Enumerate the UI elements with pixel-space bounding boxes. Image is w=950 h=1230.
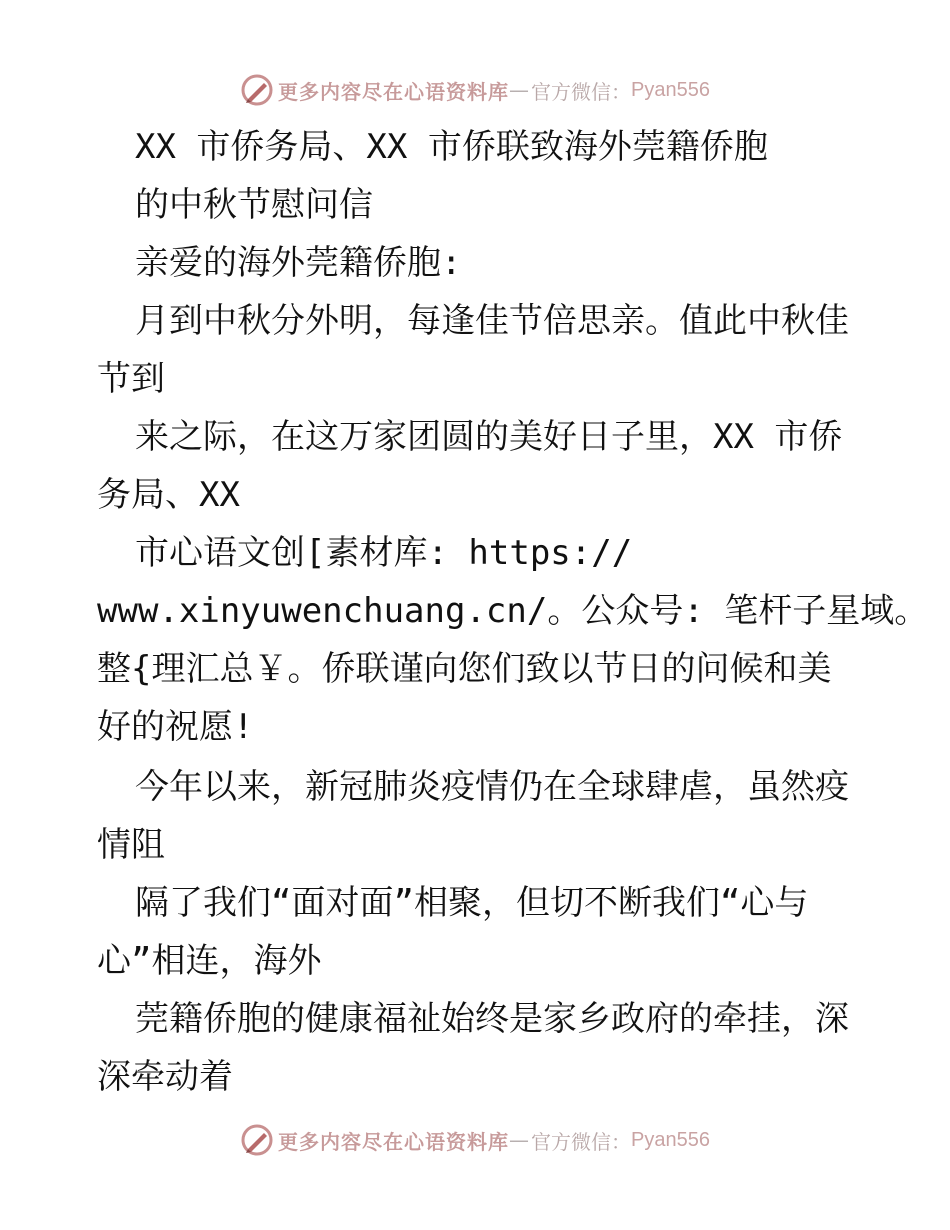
- banner-separator: —: [509, 1128, 530, 1152]
- salutation: 亲爱的海外莞籍侨胞:: [135, 243, 462, 283]
- pen-logo-icon: [240, 1123, 274, 1157]
- banner-wechat-id: Pyan556: [631, 1128, 710, 1151]
- paragraph-line: 心”相连，海外: [97, 941, 322, 981]
- header-banner: [0, 70, 950, 110]
- banner-separator: —: [509, 78, 530, 102]
- paragraph-line: 莞籍侨胞的健康福祉始终是家乡政府的牵挂，深: [135, 999, 849, 1039]
- banner-wechat-label: 官方微信：: [531, 1129, 632, 1154]
- paragraph-line: 月到中秋分外明，每逢佳节倍思亲。值此中秋佳: [135, 301, 849, 341]
- letter-title-line-1: XX 市侨务局、XX 市侨联致海外莞籍侨胞: [135, 127, 768, 167]
- paragraph-line: 今年以来，新冠肺炎疫情仍在全球肆虐，虽然疫: [135, 767, 849, 807]
- banner-wechat-id: Pyan556: [631, 78, 710, 101]
- paragraph-line: 情阻: [97, 825, 165, 865]
- paragraph-line: 节到: [97, 359, 165, 399]
- banner-text: 更多内容尽在心语资料库: [278, 1129, 510, 1154]
- banner-text: 更多内容尽在心语资料库: [278, 79, 510, 104]
- banner-wechat-label: 官方微信：: [531, 79, 632, 104]
- paragraph-line: 隔了我们“面对面”相聚，但切不断我们“心与: [135, 883, 809, 923]
- paragraph-line: 好的祝愿!: [97, 707, 254, 747]
- paragraph-line: 整{理汇总￥。侨联谨向您们致以节日的问候和美: [97, 649, 832, 689]
- footer-banner: [0, 1120, 950, 1160]
- pen-logo-icon: [240, 73, 274, 107]
- paragraph-line: 深牵动着: [97, 1057, 233, 1097]
- letter-title-line-2: 的中秋节慰问信: [135, 185, 373, 225]
- paragraph-line: 市心语文创[素材库: https://: [135, 533, 633, 573]
- paragraph-line: www.xinyuwenchuang.cn/。公众号: 笔杆子星域。: [97, 591, 929, 631]
- paragraph-line: 来之际，在这万家团圆的美好日子里，XX 市侨: [135, 417, 843, 457]
- paragraph-line: 务局、XX: [97, 475, 240, 515]
